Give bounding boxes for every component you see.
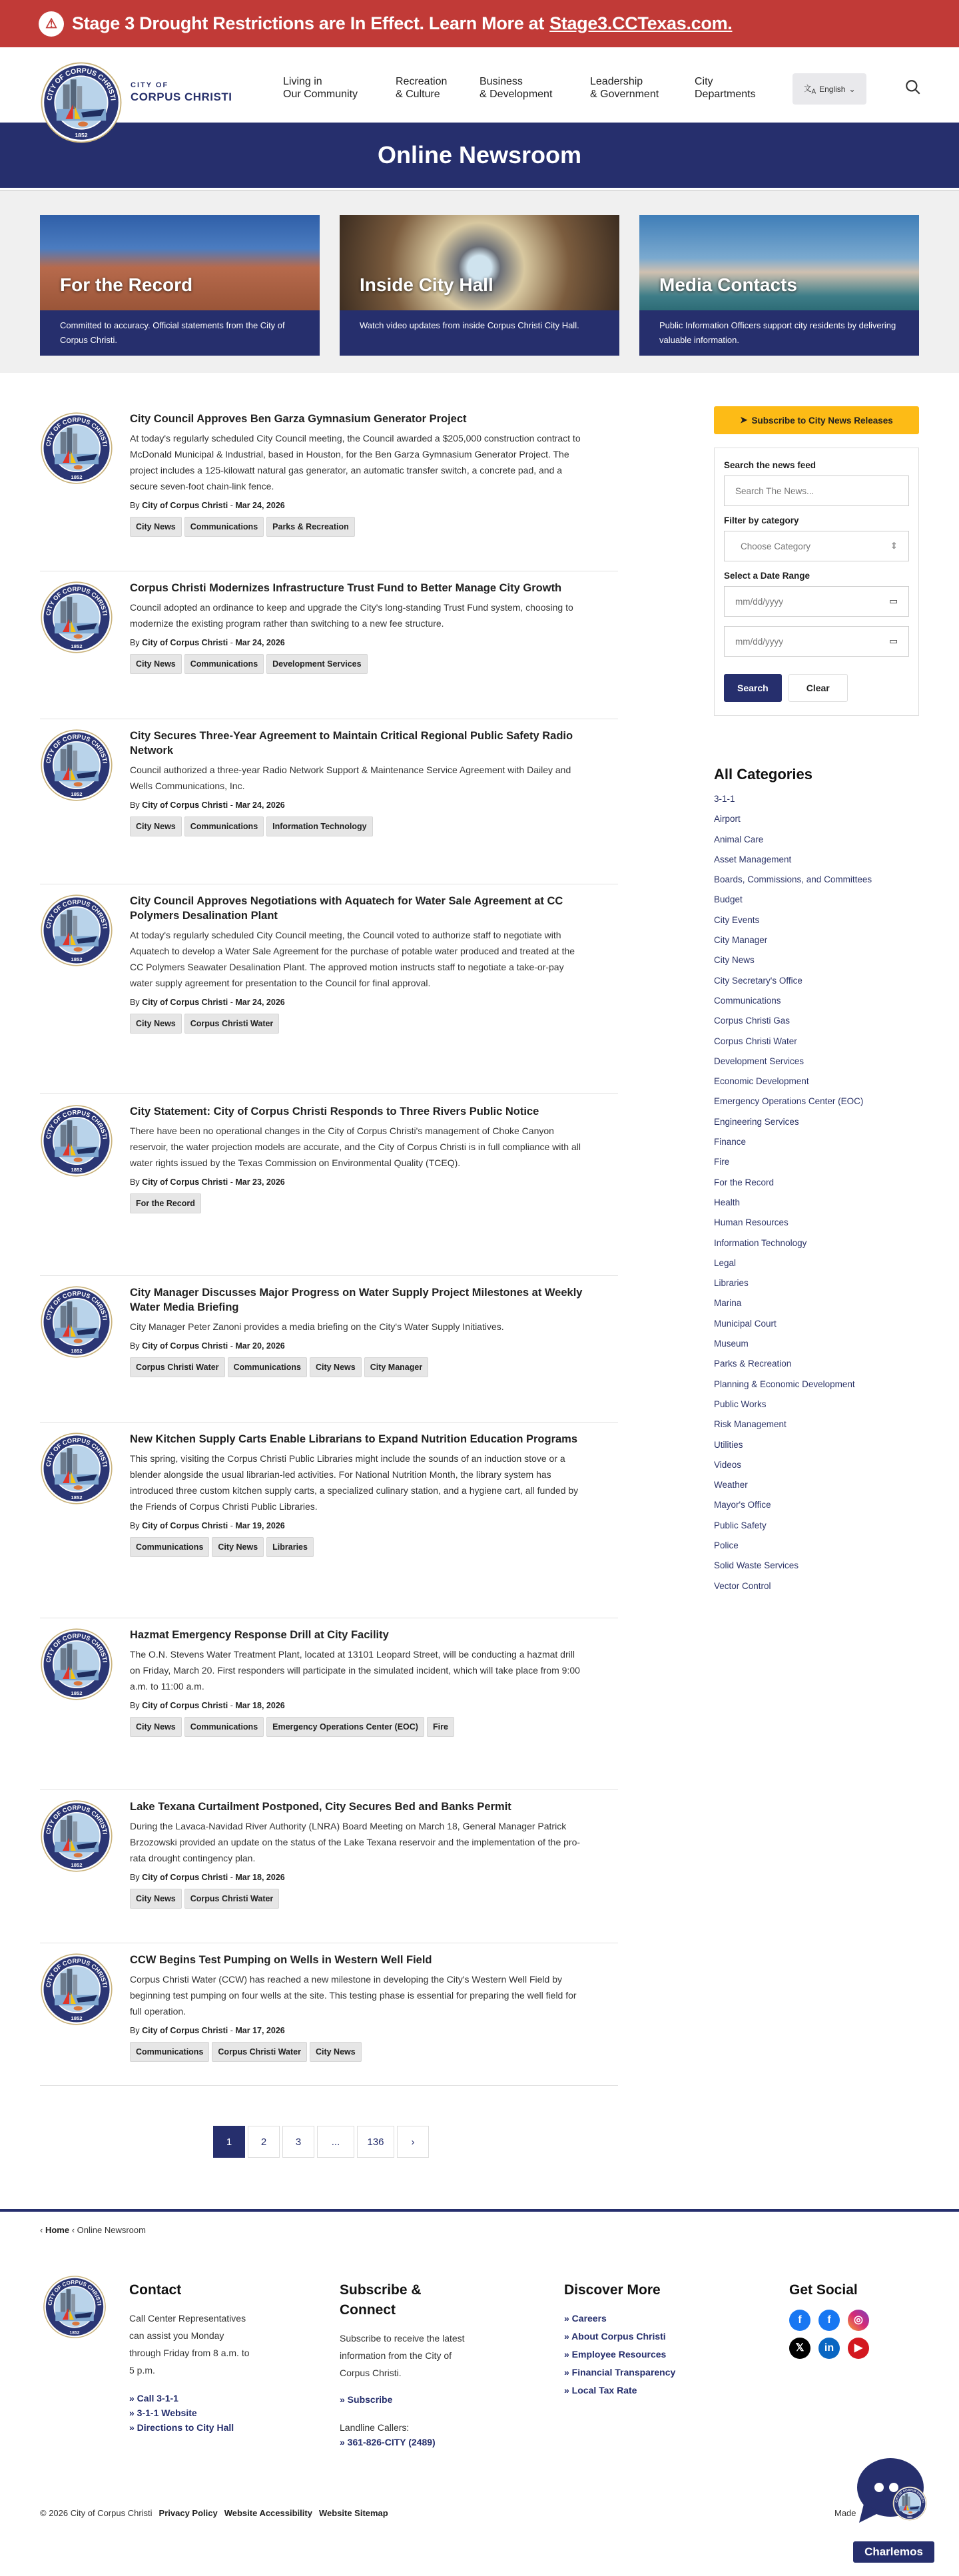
article-author: City of Corpus Christi xyxy=(142,638,228,647)
article-summary: There have been no operational changes in the City of Corpus Christi's management of Choke Canyon reservoir, the water projection models are accurate, and the City of Corpus Christi is in full compliance with all water rights issued by the Texas Commission on Environmental Quality (TCEQ). xyxy=(130,1126,581,1168)
category-tag[interactable]: City News xyxy=(130,816,182,836)
category-link[interactable]: City Secretary's Office xyxy=(714,975,802,986)
discover-link[interactable]: » Employee Resources xyxy=(564,2349,667,2360)
article-tags xyxy=(130,1537,585,1557)
footer-contact xyxy=(129,2280,256,2435)
nav-line-2: & Government xyxy=(590,89,659,100)
article-author: City of Corpus Christi xyxy=(142,998,228,1007)
banner-text: Stage 3 Drought Restrictions are In Effect. Learn More at xyxy=(72,13,545,33)
category-tag[interactable]: City News xyxy=(130,1717,182,1737)
instagram-icon[interactable]: ◎ xyxy=(848,2310,869,2331)
article-body xyxy=(130,894,618,1034)
article-title-link[interactable]: Lake Texana Curtailment Postponed, City Secures Bed and Banks Permit xyxy=(130,1801,511,1813)
nav-line-2: Our Community xyxy=(283,89,358,100)
by-label: By xyxy=(130,1521,140,1530)
article-meta: By City of Corpus Christi - Mar 24, 2026 xyxy=(130,501,285,510)
news-article xyxy=(40,1628,618,1790)
breadcrumb-home[interactable]: Home xyxy=(45,2225,70,2235)
nav-item[interactable] xyxy=(590,75,659,101)
directions-link[interactable]: » Directions to City Hall xyxy=(129,2422,234,2433)
article-meta: By City of Corpus Christi - Mar 24, 2026 xyxy=(130,638,285,647)
contact-text: Call Center Representatives can assist you Monday through Friday from 8 a.m. to 5 p.m. xyxy=(129,2313,250,2376)
article-meta: By City of Corpus Christi - Mar 24, 2026 xyxy=(130,801,285,810)
article-author: City of Corpus Christi xyxy=(142,801,228,810)
news-article xyxy=(40,1432,618,1618)
phone-link[interactable]: » 361-826-CITY (2489) xyxy=(340,2437,436,2447)
category-tag[interactable]: Communications xyxy=(130,2042,209,2062)
article-body xyxy=(130,1285,618,1377)
article-seal-thumbnail[interactable] xyxy=(40,1104,113,1177)
category-tag[interactable]: Communications xyxy=(184,517,264,537)
article-summary: This spring, visiting the Corpus Christi Public Libraries might include the sounds of an induction stove or a blender alongside the usual librarian-led activities. For National Nutrition Month, the library system has introduced three custom kitchen supply carts, a specialized culinary station, and a hygiene cart, all funded by the Friends of Corpus Christi Public Libraries. xyxy=(130,1453,579,1512)
call-311-link[interactable]: » Call 3-1-1 xyxy=(129,2393,178,2404)
category-link[interactable]: Fire xyxy=(714,1157,730,1167)
search-input[interactable] xyxy=(724,476,909,506)
category-link[interactable]: Vector Control xyxy=(714,1580,771,1591)
article-body xyxy=(130,1799,618,1909)
news-article xyxy=(40,412,618,571)
card-inside-city-hall[interactable] xyxy=(340,215,619,356)
category-link[interactable]: Public Safety xyxy=(714,1520,767,1530)
category-tag[interactable]: Corpus Christi Water xyxy=(184,1014,280,1034)
subscribe-link[interactable]: » Subscribe xyxy=(340,2394,393,2405)
chevron-down-icon: ⌄ xyxy=(848,84,856,94)
category-link[interactable]: Legal xyxy=(714,1257,737,1268)
article-body xyxy=(130,1628,618,1737)
footer-city-seal xyxy=(40,2275,109,2339)
category-link[interactable]: Public Works xyxy=(714,1399,767,1409)
news-article xyxy=(40,729,618,884)
by-label: By xyxy=(130,1873,140,1882)
article-body xyxy=(130,1953,618,2062)
category-tag[interactable]: Communications xyxy=(130,1537,209,1557)
category-link[interactable]: Human Resources xyxy=(714,1217,789,1228)
by-label: By xyxy=(130,801,140,810)
card-title: Media Contacts xyxy=(659,274,797,295)
article-summary: During the Lavaca-Navidad River Authority (LNRA) Board Meeting on March 18, General Manager Patrick Brzozowski provided an update on the status of the Lake Texana reservoir and the implementation of the pro-rata drought contingency plan. xyxy=(130,1821,581,1863)
category-link[interactable]: Municipal Court xyxy=(714,1318,777,1329)
article-body xyxy=(130,581,618,674)
nav-item[interactable] xyxy=(283,75,358,101)
category-link[interactable]: Parks & Recreation xyxy=(714,1359,792,1369)
news-article xyxy=(40,894,618,1094)
article-tags xyxy=(130,2042,585,2062)
footer-subscribe xyxy=(340,2280,466,2449)
category-tag[interactable]: Corpus Christi Water xyxy=(184,1889,280,1909)
news-article xyxy=(40,1104,618,1276)
category-link[interactable]: Engineering Services xyxy=(714,1116,799,1127)
chat-button[interactable]: Charlemos xyxy=(853,2541,934,2563)
category-tag[interactable]: City News xyxy=(130,654,182,674)
start-date-input[interactable] xyxy=(724,586,909,617)
article-body xyxy=(130,729,618,836)
category-tag[interactable]: Communications xyxy=(184,654,264,674)
article-tags xyxy=(130,1357,585,1377)
copyright-text: © 2026 City of Corpus Christi xyxy=(40,2508,153,2518)
category-link[interactable]: Communications xyxy=(714,995,781,1006)
article-date: Mar 20, 2026 xyxy=(235,1341,285,1351)
by-label: By xyxy=(130,638,140,647)
sitemap-link[interactable]: Website Sitemap xyxy=(318,2508,388,2518)
paper-plane-icon: ➤ xyxy=(740,415,748,425)
category-tag[interactable]: City News xyxy=(310,2042,362,2062)
news-article xyxy=(40,581,618,719)
category-link[interactable]: Health xyxy=(714,1197,741,1207)
footer-discover xyxy=(564,2280,711,2400)
category-select[interactable] xyxy=(724,531,909,561)
landline-label: Landline Callers: xyxy=(340,2422,410,2433)
category-tag[interactable]: For the Record xyxy=(130,1193,201,1213)
made-text: Made xyxy=(834,2508,856,2518)
article-tags xyxy=(130,654,585,674)
linkedin-icon[interactable]: in xyxy=(818,2338,840,2359)
nav-item[interactable] xyxy=(695,75,756,101)
category-link[interactable]: Marina xyxy=(714,1298,742,1309)
article-meta: By City of Corpus Christi - Mar 17, 2026 xyxy=(130,2026,285,2035)
article-meta: By City of Corpus Christi - Mar 18, 2026 xyxy=(130,1873,285,1882)
end-date-input[interactable] xyxy=(724,626,909,657)
date-placeholder: mm/dd/yyyy xyxy=(735,596,784,607)
social-heading: Get Social xyxy=(789,2282,858,2298)
article-meta: By City of Corpus Christi - Mar 20, 2026 xyxy=(130,1341,285,1351)
article-date: Mar 24, 2026 xyxy=(235,801,285,810)
category-link[interactable]: Weather xyxy=(714,1480,748,1490)
article-seal-thumbnail[interactable] xyxy=(40,894,113,967)
article-title-link[interactable]: City Council Approves Ben Garza Gymnasium Generator Project xyxy=(130,413,467,425)
subscribe-heading: Subscribe & Connect xyxy=(340,2282,422,2318)
article-seal-thumbnail[interactable] xyxy=(40,1953,113,2026)
article-date: Mar 24, 2026 xyxy=(235,638,285,647)
language-selector[interactable] xyxy=(793,73,866,105)
news-article xyxy=(40,1799,618,1943)
article-date: Mar 18, 2026 xyxy=(235,1701,285,1710)
article-author: City of Corpus Christi xyxy=(142,501,228,510)
article-author: City of Corpus Christi xyxy=(142,1701,228,1710)
category-link[interactable]: Corpus Christi Gas xyxy=(714,1016,791,1026)
article-title-link[interactable]: City Manager Discusses Major Progress on Water Supply Project Milestones at Weekly Water Media Briefing xyxy=(130,1287,583,1313)
page-2[interactable]: 2 xyxy=(248,2126,280,2158)
discover-link[interactable]: » About Corpus Christi xyxy=(564,2331,666,2342)
category-link[interactable]: Corpus Christi Water xyxy=(714,1036,797,1046)
category-tag[interactable]: Emergency Operations Center (EOC) xyxy=(266,1717,424,1737)
category-tag[interactable]: Information Technology xyxy=(266,816,372,836)
article-date: Mar 23, 2026 xyxy=(235,1177,285,1187)
alert-siren-icon: ⚠ xyxy=(39,11,64,37)
chat-bubble-icon[interactable] xyxy=(854,2457,927,2524)
search-placeholder: Search The News... xyxy=(735,485,814,496)
article-title-link[interactable]: CCW Begins Test Pumping on Wells in Western Well Field xyxy=(130,1954,432,1966)
category-link[interactable]: Boards, Commissions, and Committees xyxy=(714,874,872,885)
category-link[interactable]: Asset Management xyxy=(714,854,792,864)
category-link[interactable]: Emergency Operations Center (EOC) xyxy=(714,1096,864,1107)
discover-link[interactable]: » Financial Transparency xyxy=(564,2367,676,2378)
page-title: Online Newsroom xyxy=(0,123,959,188)
date-placeholder: mm/dd/yyyy xyxy=(735,636,784,647)
brand-small: CITY OF xyxy=(131,81,169,89)
article-date: Mar 24, 2026 xyxy=(235,501,285,510)
subscribe-label: Subscribe to City News Releases xyxy=(751,415,893,426)
article-date: Mar 17, 2026 xyxy=(235,2026,285,2035)
accessibility-link[interactable]: Website Accessibility xyxy=(224,2508,312,2518)
subscribe-text: Subscribe to receive the latest information from the City of Corpus Christi. xyxy=(340,2333,465,2378)
category-link[interactable]: Utilities xyxy=(714,1439,743,1450)
article-tags xyxy=(130,1717,585,1737)
facebook-bubbles-icon[interactable]: f xyxy=(818,2310,840,2331)
article-title-link[interactable]: City Council Approves Negotiations with Aquatech for Water Sale Agreement at CC Polymers Desalination Plant xyxy=(130,895,563,922)
category-label: Filter by category xyxy=(724,515,799,525)
by-label: By xyxy=(130,1701,140,1710)
article-title-link[interactable]: City Secures Three-Year Agreement to Maintain Critical Regional Public Safety Radio Network xyxy=(130,730,573,757)
search-label: Search the news feed xyxy=(724,460,816,470)
article-summary: At today's regularly scheduled City Council meeting, the Council awarded a $205,000 construction contract to McDonald Municipal & Industrial, based in Houston, for the Ben Garza Gymnasium Generator Project. The project includes a 125-kilowatt natural gas generator, an automatic transfer switch, a concrete pad, and a secure seven-foot chain-link fence. xyxy=(130,433,581,491)
category-link[interactable]: Information Technology xyxy=(714,1237,807,1248)
article-summary: The O.N. Stevens Water Treatment Plant, located at 13101 Leopard Street, will be conducting a hazmat drill on Friday, March 20. First responders will participate in the simulated incident, which will take place from 9:00 a.m. to 11:00 a.m. xyxy=(130,1649,580,1692)
article-body xyxy=(130,1104,618,1213)
article-seal-thumbnail[interactable] xyxy=(40,581,113,654)
category-link[interactable]: Mayor's Office xyxy=(714,1500,771,1510)
category-tag[interactable]: Communications xyxy=(184,816,264,836)
category-tag[interactable]: Parks & Recreation xyxy=(266,517,355,537)
article-date: Mar 19, 2026 xyxy=(235,1521,285,1530)
article-summary: Council authorized a three-year Radio Network Support & Maintenance Service Agreement with Dailey and Wells Communications, Inc. xyxy=(130,765,571,791)
atrium-photo xyxy=(340,215,619,310)
search-button[interactable]: Search xyxy=(724,674,782,702)
category-link[interactable]: Animal Care xyxy=(714,834,764,844)
card-for-the-record[interactable] xyxy=(40,215,320,356)
card-text: Watch video updates from inside Corpus Christi City Hall. xyxy=(340,310,619,356)
select-arrows-icon: ⇕ xyxy=(890,541,898,551)
article-summary: Corpus Christi Water (CCW) has reached a new milestone in developing the City's Western Well Field by beginning test pumping on four wells at the site. This testing phase is essential for preparing the well field for full operation. xyxy=(130,1974,577,2017)
by-label: By xyxy=(130,2026,140,2035)
by-label: By xyxy=(130,998,140,1007)
page-1[interactable]: 1 xyxy=(213,2126,245,2158)
by-label: By xyxy=(130,501,140,510)
article-tags xyxy=(130,1889,585,1909)
card-text: Public Information Officers support city residents by delivering valuable information. xyxy=(639,310,919,356)
next-page-button[interactable]: › xyxy=(397,2126,429,2158)
card-title: For the Record xyxy=(60,274,193,295)
facebook-icon[interactable]: f xyxy=(789,2310,810,2331)
banner-link[interactable]: Stage3.CCTexas.com. xyxy=(549,13,733,33)
category-tag[interactable]: Communications xyxy=(228,1357,307,1377)
by-label: By xyxy=(130,1341,140,1351)
category-link[interactable]: Finance xyxy=(714,1137,747,1147)
article-seal-thumbnail[interactable] xyxy=(40,1432,113,1505)
nav-item[interactable] xyxy=(480,75,552,101)
category-link[interactable]: Airport xyxy=(714,814,741,824)
category-tag[interactable]: City Manager xyxy=(364,1357,429,1377)
gazebo-photo xyxy=(639,215,919,310)
article-seal-thumbnail[interactable] xyxy=(40,729,113,802)
translate-icon: 文$_A$ xyxy=(803,83,816,96)
article-summary: City Manager Peter Zanoni provides a media briefing on the City's Water Supply Initiatives. xyxy=(130,1321,504,1332)
article-tags xyxy=(130,816,585,836)
category-link[interactable]: Libraries xyxy=(714,1278,749,1289)
category-value: Choose Category xyxy=(741,541,811,551)
clear-button[interactable]: Clear xyxy=(789,674,848,702)
category-link[interactable]: Police xyxy=(714,1540,739,1550)
category-link[interactable]: Budget xyxy=(714,894,743,905)
youtube-icon[interactable]: ▶ xyxy=(848,2338,869,2359)
city-hall-photo xyxy=(40,215,320,310)
subscribe-news-button[interactable] xyxy=(714,406,919,434)
card-title: Inside City Hall xyxy=(360,274,493,295)
category-tag[interactable]: City News xyxy=(130,517,182,537)
discover-heading: Discover More xyxy=(564,2282,661,2298)
article-author: City of Corpus Christi xyxy=(142,1873,228,1882)
feature-cards xyxy=(0,190,959,373)
by-label: By xyxy=(130,1177,140,1187)
card-text: Committed to accuracy. Official statements from the City of Corpus Christi. xyxy=(40,310,320,356)
category-link[interactable]: Planning & Economic Development xyxy=(714,1379,855,1389)
article-title-link[interactable]: New Kitchen Supply Carts Enable Librarians to Expand Nutrition Education Programs xyxy=(130,1433,578,1445)
news-filter-form xyxy=(714,448,919,716)
article-summary: At today's regularly scheduled City Council meeting, the Council voted to authorize staff to negotiate with Aquatech to develop a Water Sale Agreement for the purchase of potable water produced and treated at the CC Polymers Seawater Desalination Plant. The approved motion instructs staff to negotiate a take-or-pay water supply agreement for presentation to the Council for final approval. xyxy=(130,930,575,988)
article-meta: By City of Corpus Christi - Mar 18, 2026 xyxy=(130,1701,285,1710)
news-article xyxy=(40,1285,618,1423)
category-tag[interactable]: Fire xyxy=(427,1717,454,1737)
discover-link[interactable]: » Local Tax Rate xyxy=(564,2385,637,2396)
card-media-contacts[interactable] xyxy=(639,215,919,356)
nav-line-1: Business xyxy=(480,76,523,87)
breadcrumb: ‹ Home ‹ Online Newsroom xyxy=(40,2225,146,2235)
search-icon[interactable] xyxy=(904,79,922,96)
category-link[interactable]: Economic Development xyxy=(714,1076,809,1087)
category-link[interactable]: Solid Waste Services xyxy=(714,1560,799,1571)
article-tags xyxy=(130,1014,585,1034)
category-tag[interactable]: Corpus Christi Water xyxy=(212,2042,307,2062)
article-body xyxy=(130,412,618,537)
article-date: Mar 24, 2026 xyxy=(235,998,285,1007)
brand-big: CORPUS CHRISTI xyxy=(131,91,232,103)
category-link[interactable]: 3-1-1 xyxy=(714,794,735,804)
x-icon[interactable]: 𝕏 xyxy=(789,2338,810,2359)
article-author: City of Corpus Christi xyxy=(142,1177,228,1187)
category-link[interactable]: For the Record xyxy=(714,1177,775,1187)
page-3[interactable]: 3 xyxy=(282,2126,314,2158)
pagination-ellipsis: ... xyxy=(317,2126,354,2158)
category-link[interactable]: Risk Management xyxy=(714,1419,787,1430)
category-list xyxy=(714,794,872,1601)
article-tags xyxy=(130,517,585,537)
nav-line-1: Recreation xyxy=(396,76,448,87)
footer-divider xyxy=(0,2209,959,2212)
category-link[interactable]: City News xyxy=(714,955,755,966)
article-meta: By City of Corpus Christi - Mar 23, 2026 xyxy=(130,1177,285,1187)
category-tag[interactable]: City News xyxy=(130,1014,182,1034)
article-author: City of Corpus Christi xyxy=(142,1521,228,1530)
article-tags xyxy=(130,1193,585,1213)
nav-line-2: Departments xyxy=(695,89,756,100)
category-link[interactable]: Videos xyxy=(714,1459,742,1470)
article-seal-thumbnail[interactable] xyxy=(40,1799,113,1873)
article-author: City of Corpus Christi xyxy=(142,1341,228,1351)
nav-line-1: Leadership xyxy=(590,76,643,87)
calendar-icon[interactable]: ▭ xyxy=(889,636,898,646)
article-title-link[interactable]: City Statement: City of Corpus Christi Responds to Three Rivers Public Notice xyxy=(130,1106,539,1118)
category-tag[interactable]: Development Services xyxy=(266,654,367,674)
nav-line-2: & Development xyxy=(480,89,553,100)
footer-social xyxy=(789,2280,922,2359)
nav-item[interactable] xyxy=(396,75,447,101)
category-tag[interactable]: City News xyxy=(130,1889,182,1909)
category-link[interactable]: Museum xyxy=(714,1339,749,1349)
article-seal-thumbnail[interactable] xyxy=(40,1285,113,1359)
article-summary: Council adopted an ordinance to keep and upgrade the City's long-standing Trust Fund system, choosing to modernize the existing program rather than switching to a new fee structure. xyxy=(130,602,573,629)
article-date: Mar 18, 2026 xyxy=(235,1873,285,1882)
news-article xyxy=(40,1953,618,2086)
article-seal-thumbnail[interactable] xyxy=(40,1628,113,1701)
nav-line-1: Living in xyxy=(283,76,322,87)
category-tag[interactable]: City News xyxy=(212,1537,264,1557)
article-meta: By City of Corpus Christi - Mar 24, 2026 xyxy=(130,998,285,1007)
category-link[interactable]: City Events xyxy=(714,914,760,925)
sidebar xyxy=(714,406,919,716)
contact-heading: Contact xyxy=(129,2282,182,2298)
copyright-bar xyxy=(40,2508,388,2518)
category-link[interactable]: Development Services xyxy=(714,1056,804,1066)
date-range-label: Select a Date Range xyxy=(724,571,810,581)
category-tag[interactable]: Communications xyxy=(184,1717,264,1737)
drought-alert-banner[interactable] xyxy=(0,0,959,47)
nav-line-1: City xyxy=(695,76,713,87)
category-tag[interactable]: City News xyxy=(310,1357,362,1377)
brand-wordmark[interactable] xyxy=(131,81,232,104)
city-seal-logo[interactable] xyxy=(40,61,123,144)
category-link[interactable]: City Manager xyxy=(714,935,768,946)
categories-heading: All Categories xyxy=(714,766,812,783)
nav-line-2: & Culture xyxy=(396,89,440,100)
311-website-link[interactable]: » 3-1-1 Website xyxy=(129,2408,197,2418)
article-body xyxy=(130,1432,618,1557)
category-tag[interactable]: Libraries xyxy=(266,1537,314,1557)
article-title-link[interactable]: Hazmat Emergency Response Drill at City Facility xyxy=(130,1629,389,1641)
calendar-icon[interactable]: ▭ xyxy=(889,596,898,606)
article-title-link[interactable]: Corpus Christi Modernizes Infrastructure Trust Fund to Better Manage City Growth xyxy=(130,582,562,594)
pagination xyxy=(213,2126,429,2158)
article-author: City of Corpus Christi xyxy=(142,2026,228,2035)
page-136[interactable]: 136 xyxy=(357,2126,394,2158)
category-tag[interactable]: Corpus Christi Water xyxy=(130,1357,225,1377)
article-meta: By City of Corpus Christi - Mar 19, 2026 xyxy=(130,1521,285,1530)
privacy-policy-link[interactable]: Privacy Policy xyxy=(159,2508,218,2518)
language-label: English xyxy=(819,84,846,94)
breadcrumb-current: Online Newsroom xyxy=(77,2225,146,2235)
discover-link[interactable]: » Careers xyxy=(564,2313,607,2324)
article-seal-thumbnail[interactable] xyxy=(40,412,113,485)
